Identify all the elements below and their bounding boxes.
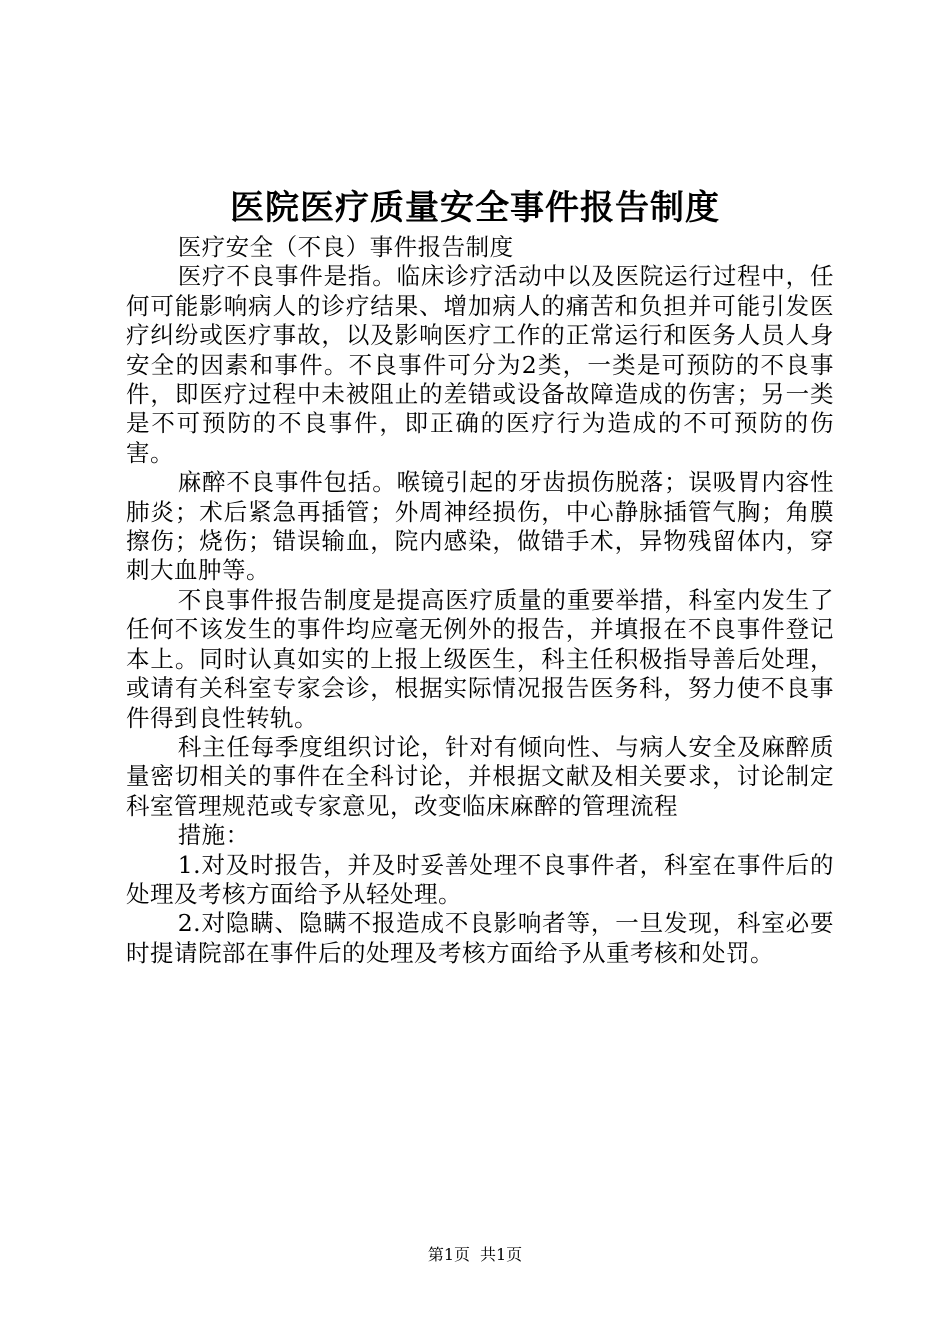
definition-paragraph: 医疗不良事件是指。临床诊疗活动中以及医院运行过程中，任何可能影响病人的诊疗结果、增加病人的痛苦和负担并可能引发医疗纠纷或医疗事故，以及影响医疗工作的正常运行和医务人员人身安全的因素和事件。不良事件可分为2类，一类是可预防的不良事件，即医疗过程中未被阻止的差错或设备故障造成的伤害；另一类是不可预防的不良事件，即正确的医疗行为造成的不可预防的伤害。 (126, 262, 834, 467)
document-body (126, 233, 834, 968)
measures-heading: 措施： (177, 821, 250, 850)
page-footer (0, 1243, 950, 1267)
subtitle-paragraph: 医疗安全（不良）事件报告制度 (177, 233, 514, 261)
quarterly-discussion-paragraph: 科主任每季度组织讨论，针对有倾向性、与病人安全及麻醉质量密切相关的事件在全科讨论，并根据文献及相关要求，讨论制定科室管理规范或专家意见，改变临床麻醉的管理流程 (126, 732, 834, 820)
page-number: 第1页 (427, 1245, 470, 1264)
reporting-system-paragraph: 不良事件报告制度是提高医疗质量的重要举措，科室内发生了任何不该发生的事件均应毫无例外的报告，并填报在不良事件登记本上。同时认真如实的上报上级医生，科主任积极指导善后处理，或请有关科室专家会诊，根据实际情况报告医务科，努力使不良事件得到良性转轨。 (126, 585, 834, 732)
measure-item-2: 2.对隐瞒、隐瞒不报造成不良影响者等，一旦发现，科室必要时提请院部在事件后的处理及考核方面给予从重考核和处罚。 (126, 909, 834, 967)
page-total: 共1页 (480, 1245, 523, 1264)
anesthesia-events-paragraph: 麻醉不良事件包括。喉镜引起的牙齿损伤脱落；误吸胃内容性肺炎；术后紧急再插管；外周神经损伤，中心静脉插管气胸；角膜擦伤；烧伤；错误输血，院内感染，做错手术，异物残留体内，穿刺大血肿等。 (126, 468, 834, 585)
measure-item-1: 1.对及时报告，并及时妥善处理不良事件者，科室在事件后的处理及考核方面给予从轻处理。 (126, 850, 834, 908)
document-title: 医院医疗质量安全事件报告制度 (230, 188, 720, 228)
